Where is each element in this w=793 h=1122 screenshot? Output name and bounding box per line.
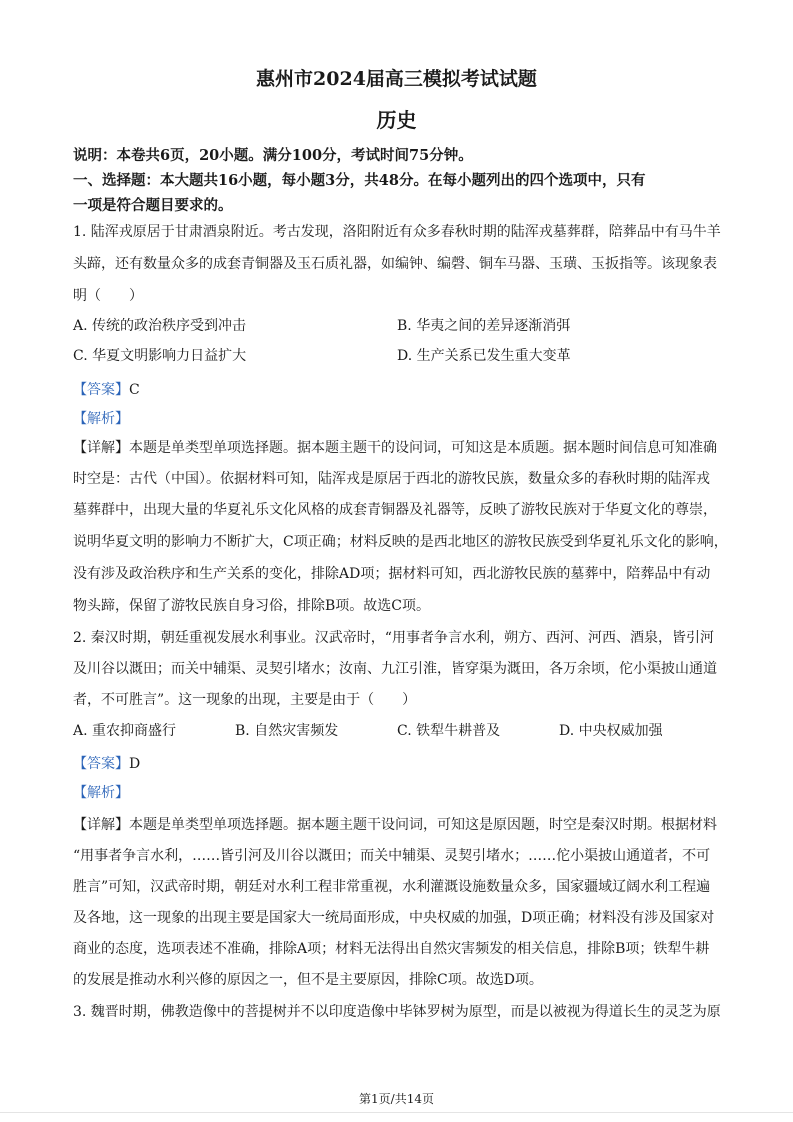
q2-answer	[73, 754, 733, 774]
q2-option-c: C. 铁犁牛耕普及	[397, 723, 501, 739]
q1-option-d: D. 生产关系已发生重大变革	[397, 348, 571, 364]
section-header-line-2: 一项是符合题目要求的。	[73, 197, 233, 214]
q2-stem-line-1: 2. 秦汉时期，朝廷重视发展水利事业。汉武帝时，“用事者争言水利，朔方、西河、河西、酒泉，皆引河	[73, 630, 714, 646]
q2-detail-line-2: “用事者争言水利，……皆引河及川谷以溉田；而关中辅渠、灵契引堵水；……佗小渠披山通道者，不可	[73, 848, 711, 864]
exam-title: 惠州市2024届高三模拟考试试题	[256, 68, 537, 90]
q2-detail-line-3: 胜言”可知，汉武帝时期，朝廷对水利工程非常重视，水利灌溉设施数量众多，国家疆域辽阔水利工程遍	[73, 879, 711, 895]
footer-divider	[0, 1112, 793, 1113]
q1-option-c: C. 华夏文明影响力日益扩大	[73, 348, 247, 364]
q1-option-b: B. 华夷之间的差异逐渐消弭	[397, 318, 571, 334]
q2-detail-line-6: 的发展是推动水利兴修的原因之一，但不是主要原因，排除C项。故选D项。	[73, 972, 543, 988]
q1-stem-line-2: 头蹄，还有数量众多的成套青铜器及玉石质礼器，如编钟、编磬、铜车马器、玉璜、玉扳指等。该现象表	[73, 256, 717, 272]
q1-answer-value: C	[129, 382, 140, 398]
q1-detail-line-2: 时空是：古代（中国）。依据材料可知，陆浑戎是原居于西北的游牧民族，数量众多的春秋时期的陆浑戎	[73, 471, 710, 487]
q2-detail-text: 本题是单类型单项选择题。据本题主题干设问词，可知这是原因题，时空是秦汉时期。根据材料	[129, 817, 717, 833]
q1-detail-line-1	[73, 438, 733, 458]
section-header-line-1: 一、选择题：本大题共16小题，每小题3分，共48分。在每小题列出的四个选项中，只有	[73, 172, 646, 189]
q3-stem-line-1: 3. 魏晋时期，佛教造像中的菩提树并不以印度造像中毕钵罗树为原型，而是以被视为得道长生的灵芝为原	[73, 1004, 721, 1020]
q2-detail-line-4: 及各地，这一现象的出现主要是国家大一统局面形成，中央权威的加强，D项正确；材料没有涉及国家对	[73, 910, 715, 926]
q2-option-b: B. 自然灾害频发	[235, 723, 339, 739]
q1-stem-line-1: 1. 陆浑戎原居于甘肃酒泉附近。考古发现，洛阳附近有众多春秋时期的陆浑戎墓葬群，陪葬品中有马牛羊	[73, 224, 721, 240]
q1-detail-line-4: 说明华夏文明的影响力不断扩大，C项正确；材料反映的是西北地区的游牧民族受到华夏礼乐文化的影响，	[73, 534, 728, 550]
page-footer: 第1页/共14页	[359, 1092, 434, 1106]
instructions: 说明：本卷共6页，20小题。满分100分，考试时间75分钟。	[73, 147, 473, 164]
q1-detail-line-3: 墓葬群中，出现大量的华夏礼乐文化风格的成套青铜器及礼器等，反映了游牧民族对于华夏文化的尊崇，	[73, 502, 717, 518]
q2-option-d: D. 中央权威加强	[559, 723, 663, 739]
answer-label: 【答案】	[73, 382, 129, 398]
detail-label: 【详解】	[73, 440, 129, 456]
q1-stem-line-3: 明（ ）	[73, 288, 143, 304]
q2-stem-line-3: 者，不可胜言”。这一现象的出现，主要是由于（ ）	[73, 692, 417, 708]
q1-analysis	[73, 409, 733, 429]
analysis-label: 【解析】	[73, 411, 129, 427]
q2-detail-line-1	[73, 815, 733, 835]
q2-analysis	[73, 783, 733, 803]
q2-detail-line-5: 商业的态度，选项表述不准确，排除A项；材料无法得出自然灾害频发的相关信息，排除B项；铁犁牛耕	[73, 941, 710, 957]
q1-detail-text: 本题是单类型单项选择题。据本题主题干的设问词，可知这是本质题。据本题时间信息可知准确	[129, 440, 717, 456]
q1-option-a: A. 传统的政治秩序受到冲击	[73, 318, 247, 334]
q1-detail-line-5: 没有涉及政治秩序和生产关系的变化，排除AD项；据材料可知，西北游牧民族的墓葬中，陪葬品中有动	[73, 566, 711, 582]
detail-label: 【详解】	[73, 817, 129, 833]
answer-label: 【答案】	[73, 756, 129, 772]
q1-detail-line-6: 物头蹄，保留了游牧民族自身习俗，排除B项。故选C项。	[73, 598, 430, 614]
q1-answer	[73, 380, 733, 400]
q2-answer-value: D	[129, 756, 141, 772]
subject-title: 历史	[376, 108, 417, 132]
q2-option-a: A. 重农抑商盛行	[73, 723, 177, 739]
q2-stem-line-2: 及川谷以溉田；而关中辅渠、灵契引堵水；汝南、九江引淮，皆穿渠为溉田，各万余顷，佗小渠披山通道	[73, 661, 717, 677]
analysis-label: 【解析】	[73, 785, 129, 801]
